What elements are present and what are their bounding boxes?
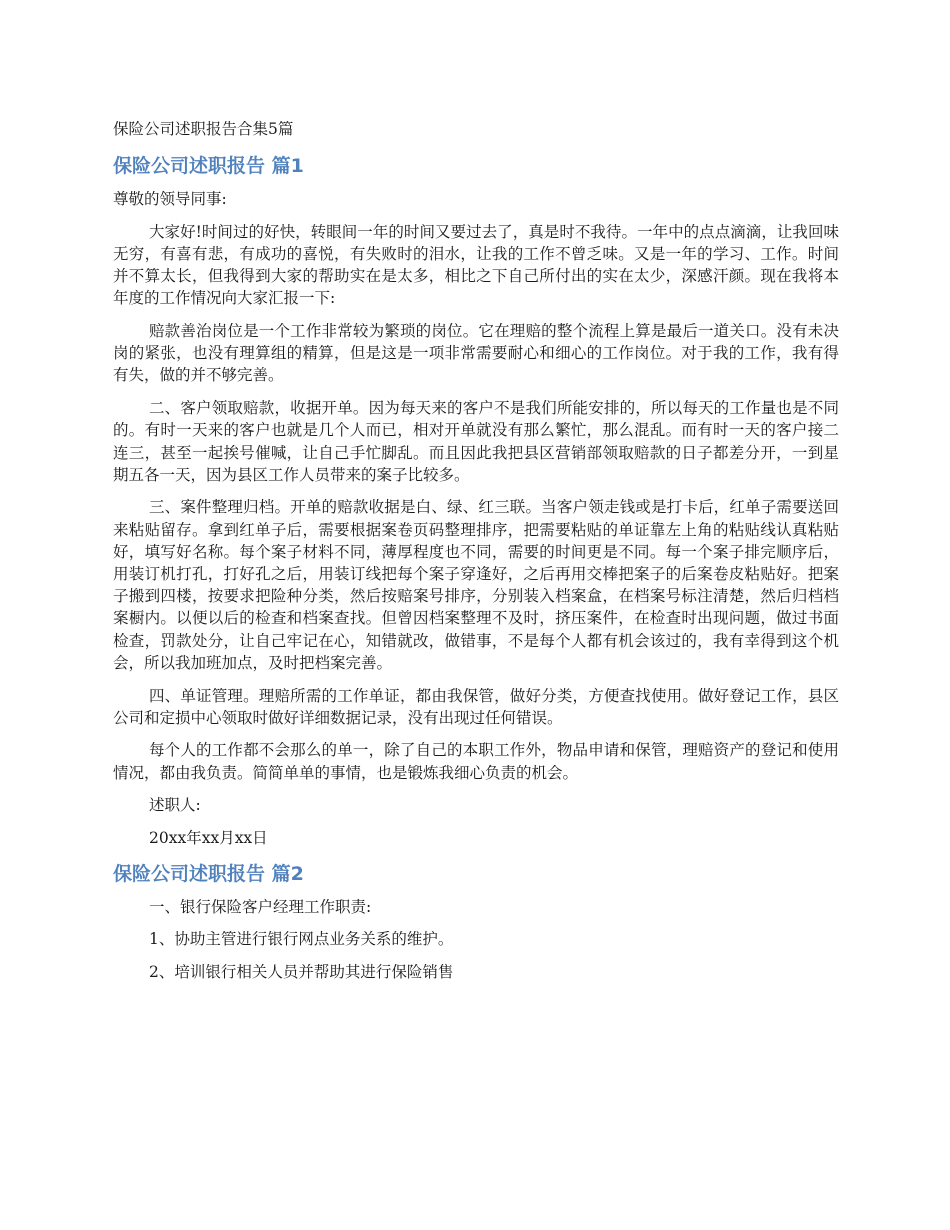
section-2-heading: 保险公司述职报告 篇2 bbox=[113, 862, 304, 885]
section-2 bbox=[113, 860, 839, 984]
section-1-heading: 保险公司述职报告 篇1 bbox=[113, 155, 304, 177]
section-1-paragraph-6: 每个人的工作都不会那么的单一，除了自己的本职工作外，物品申请和保管，理赔资产的登记和使用情况，都由我负责。简简单单的事情，也是锻炼我细心负责的机会。 bbox=[113, 741, 839, 782]
section-2-paragraph-3: 2、培训银行相关人员并帮助其进行保险销售 bbox=[149, 963, 454, 982]
section-1 bbox=[113, 152, 839, 849]
signature-label: 述职人: bbox=[149, 796, 201, 815]
greeting: 尊敬的领导同事: bbox=[113, 190, 227, 208]
section-2-paragraph-1: 一、银行保险客户经理工作职责: bbox=[149, 897, 372, 916]
section-1-paragraph-2: 赔款善治岗位是一个工作非常较为繁琐的岗位。它在理赔的整个流程上算是最后一道关口。没有未决岗的紧张，也没有理算组的精算，但是这是一项非常需要耐心和细心的工作岗位。对于我的工作，我有得有失，做的并不够完善。 bbox=[113, 322, 839, 385]
document-title: 保险公司述职报告合集5篇 bbox=[113, 120, 294, 138]
section-1-paragraph-4: 三、案件整理归档。开单的赔款收据是白、绿、红三联。当客户领走钱或是打卡后，红单子需要送回来粘贴留存。拿到红单子后，需要根据案卷页码整理排序，把需要粘贴的单证靠左上角的粘贴线认真粘贴好，填写好名称。每个案子材料不同，薄厚程度也不同，需要的时间更是不同。每一个案子排完顺序后，用装订机打孔，打好孔之后，用装订线把每个案子穿逢好，之后再用交棒把案子的后案卷皮粘贴好。把案子搬到四楼，按要求把险种分类，然后按赔案号排序，分别装入档案盒，在档案号标注清楚，然后归档档案橱内。以便以后的检查和档案查找。但曾因档案整理不及时，挤压案件，在检查时出现问题，做过书面检查，罚款处分，让自己牢记在心，知错就改，做错事，不是每个人都有机会该过的，我有幸得到这个机会，所以我加班加点，及时把档案完善。 bbox=[113, 498, 839, 672]
section-1-paragraph-1: 大家好!时间过的好快，转眼间一年的时间又要过去了，真是时不我待。一年中的点点滴滴，让我回味无穷，有喜有悲，有成功的喜悦，有失败时的泪水，让我的工作不曾乏味。又是一年的学习、工作。时间并不算太长，但我得到大家的帮助实在是太多，相比之下自己所付出的实在太少，深感汗颜。现在我将本年度的工作情况向大家汇报一下: bbox=[113, 222, 839, 308]
signature-date: 20xx年xx月xx日 bbox=[149, 829, 268, 848]
document-page bbox=[113, 118, 839, 994]
section-1-paragraph-3: 二、客户领取赔款，收据开单。因为每天来的客户不是我们所能安排的，所以每天的工作量也是不同的。有时一天来的客户也就是几个人而已，相对开单就没有那么繁忙，那么混乱。而有时一天的客户接二连三，甚至一起挨号催喊，让自己手忙脚乱。而且因此我把县区营销部领取赔款的日子都差分开，一到星期五各一天，因为县区工作人员带来的案子比较多。 bbox=[113, 399, 839, 484]
section-1-paragraph-5: 四、单证管理。理赔所需的工作单证，都由我保管，做好分类，方便查找使用。做好登记工作，县区公司和定损中心领取时做好详细数据记录，没有出现过任何错误。 bbox=[113, 686, 839, 727]
section-2-paragraph-2: 1、协助主管进行银行网点业务关系的维护。 bbox=[149, 930, 454, 949]
